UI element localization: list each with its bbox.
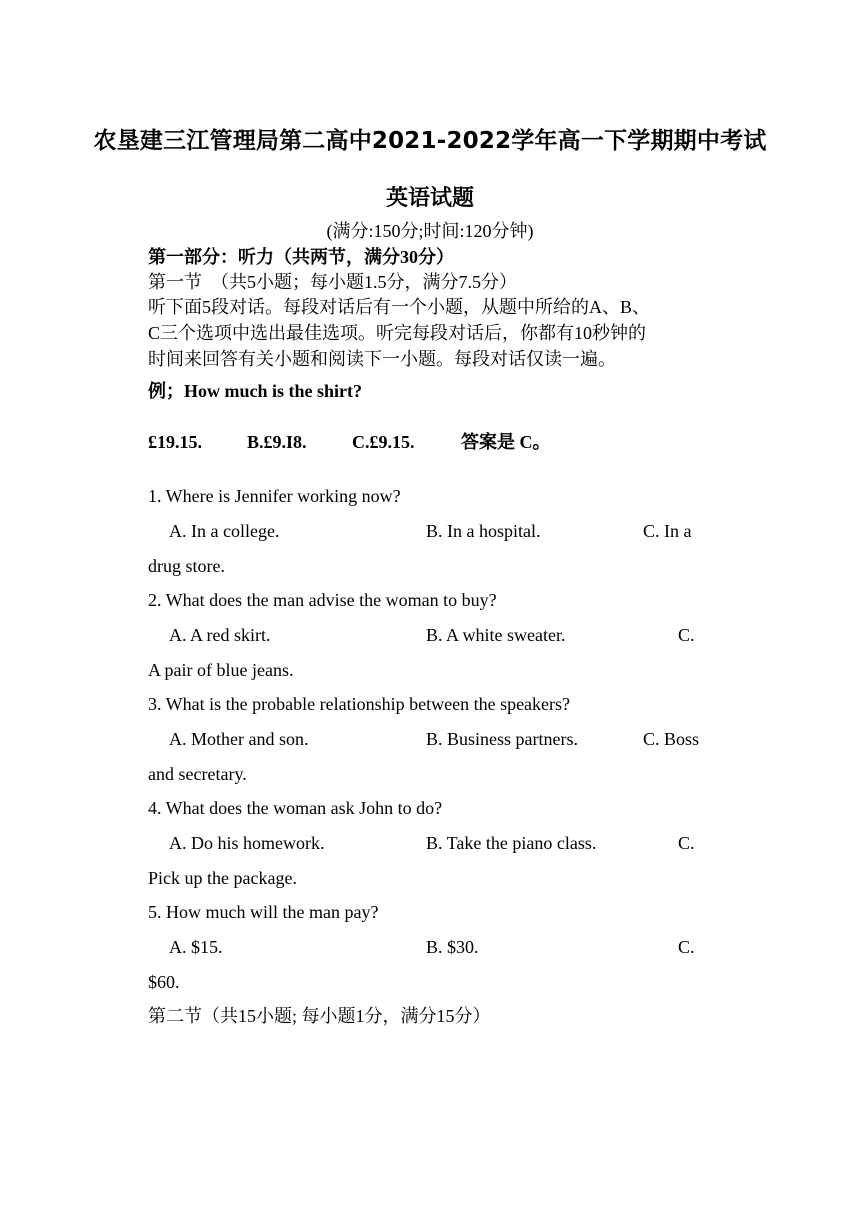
question-option-c: C. bbox=[678, 937, 695, 957]
score-time-note: (满分:150分;时间:120分钟) bbox=[326, 221, 534, 241]
example-option-b: B.£9.I8. bbox=[247, 432, 307, 452]
question-option-a: A. A red skirt. bbox=[169, 625, 271, 645]
question-option-b: B. In a hospital. bbox=[426, 521, 541, 541]
question-option-b: B. A white sweater. bbox=[426, 625, 566, 645]
question-option-c: C. bbox=[678, 625, 695, 645]
instruction-line: C三个选项中选出最佳选项。听完每段对话后，你都有10秒钟的 bbox=[148, 323, 647, 343]
question-stem: 1. Where is Jennifer working now? bbox=[148, 486, 401, 506]
question-option-a: A. $15. bbox=[169, 937, 223, 957]
question-option-b: B. Business partners. bbox=[426, 729, 578, 749]
instruction-line: 听下面5段对话。每段对话后有一个小题，从题中所给的A、B、 bbox=[148, 297, 651, 317]
question-stem: 2. What does the man advise the woman to buy? bbox=[148, 590, 497, 610]
question-option-c-cont: drug store. bbox=[148, 556, 225, 576]
example-label: 例； bbox=[148, 381, 184, 402]
question-option-c: C. bbox=[678, 833, 695, 853]
section2-heading: 第二节（共15小题; 每小题1分，满分15分） bbox=[148, 1006, 491, 1026]
question-option-b: B. $30. bbox=[426, 937, 479, 957]
question-stem: 3. What is the probable relationship between the speakers? bbox=[148, 694, 571, 714]
example-question bbox=[148, 382, 362, 401]
example-option-a: £19.15. bbox=[148, 432, 202, 452]
question-option-a: A. Do his homework. bbox=[169, 833, 325, 853]
example-answer-value: C。 bbox=[519, 432, 551, 452]
part1-heading: 第一部分：听力（共两节，满分30分） bbox=[148, 247, 454, 267]
question-option-b: B. Take the piano class. bbox=[426, 833, 597, 853]
question-option-c-cont: and secretary. bbox=[148, 764, 247, 784]
section1-heading: 第一节 （共5小题；每小题1.5分，满分7.5分） bbox=[148, 272, 517, 292]
example-answer-label: 答案是 bbox=[461, 432, 515, 453]
exam-title: 农垦建三江管理局第二高中2021-2022学年高一下学期期中考试 bbox=[93, 128, 767, 154]
question-option-c-cont: Pick up the package. bbox=[148, 868, 297, 888]
question-stem: 5. How much will the man pay? bbox=[148, 902, 379, 922]
example-question-text: How much is the shirt? bbox=[184, 381, 363, 401]
example-option-c: C.£9.15. bbox=[352, 432, 415, 452]
question-option-a: A. Mother and son. bbox=[169, 729, 309, 749]
exam-subject-title: 英语试题 bbox=[385, 186, 474, 211]
instruction-line: 时间来回答有关小题和阅读下一小题。每段对话仅读一遍。 bbox=[148, 349, 616, 369]
example-answer bbox=[461, 433, 551, 452]
question-option-c-cont: A pair of blue jeans. bbox=[148, 660, 294, 680]
question-option-c: C. In a bbox=[643, 521, 692, 541]
question-option-c-cont: $60. bbox=[148, 972, 180, 992]
question-stem: 4. What does the woman ask John to do? bbox=[148, 798, 443, 818]
question-option-c: C. Boss bbox=[643, 729, 700, 749]
question-option-a: A. In a college. bbox=[169, 521, 280, 541]
